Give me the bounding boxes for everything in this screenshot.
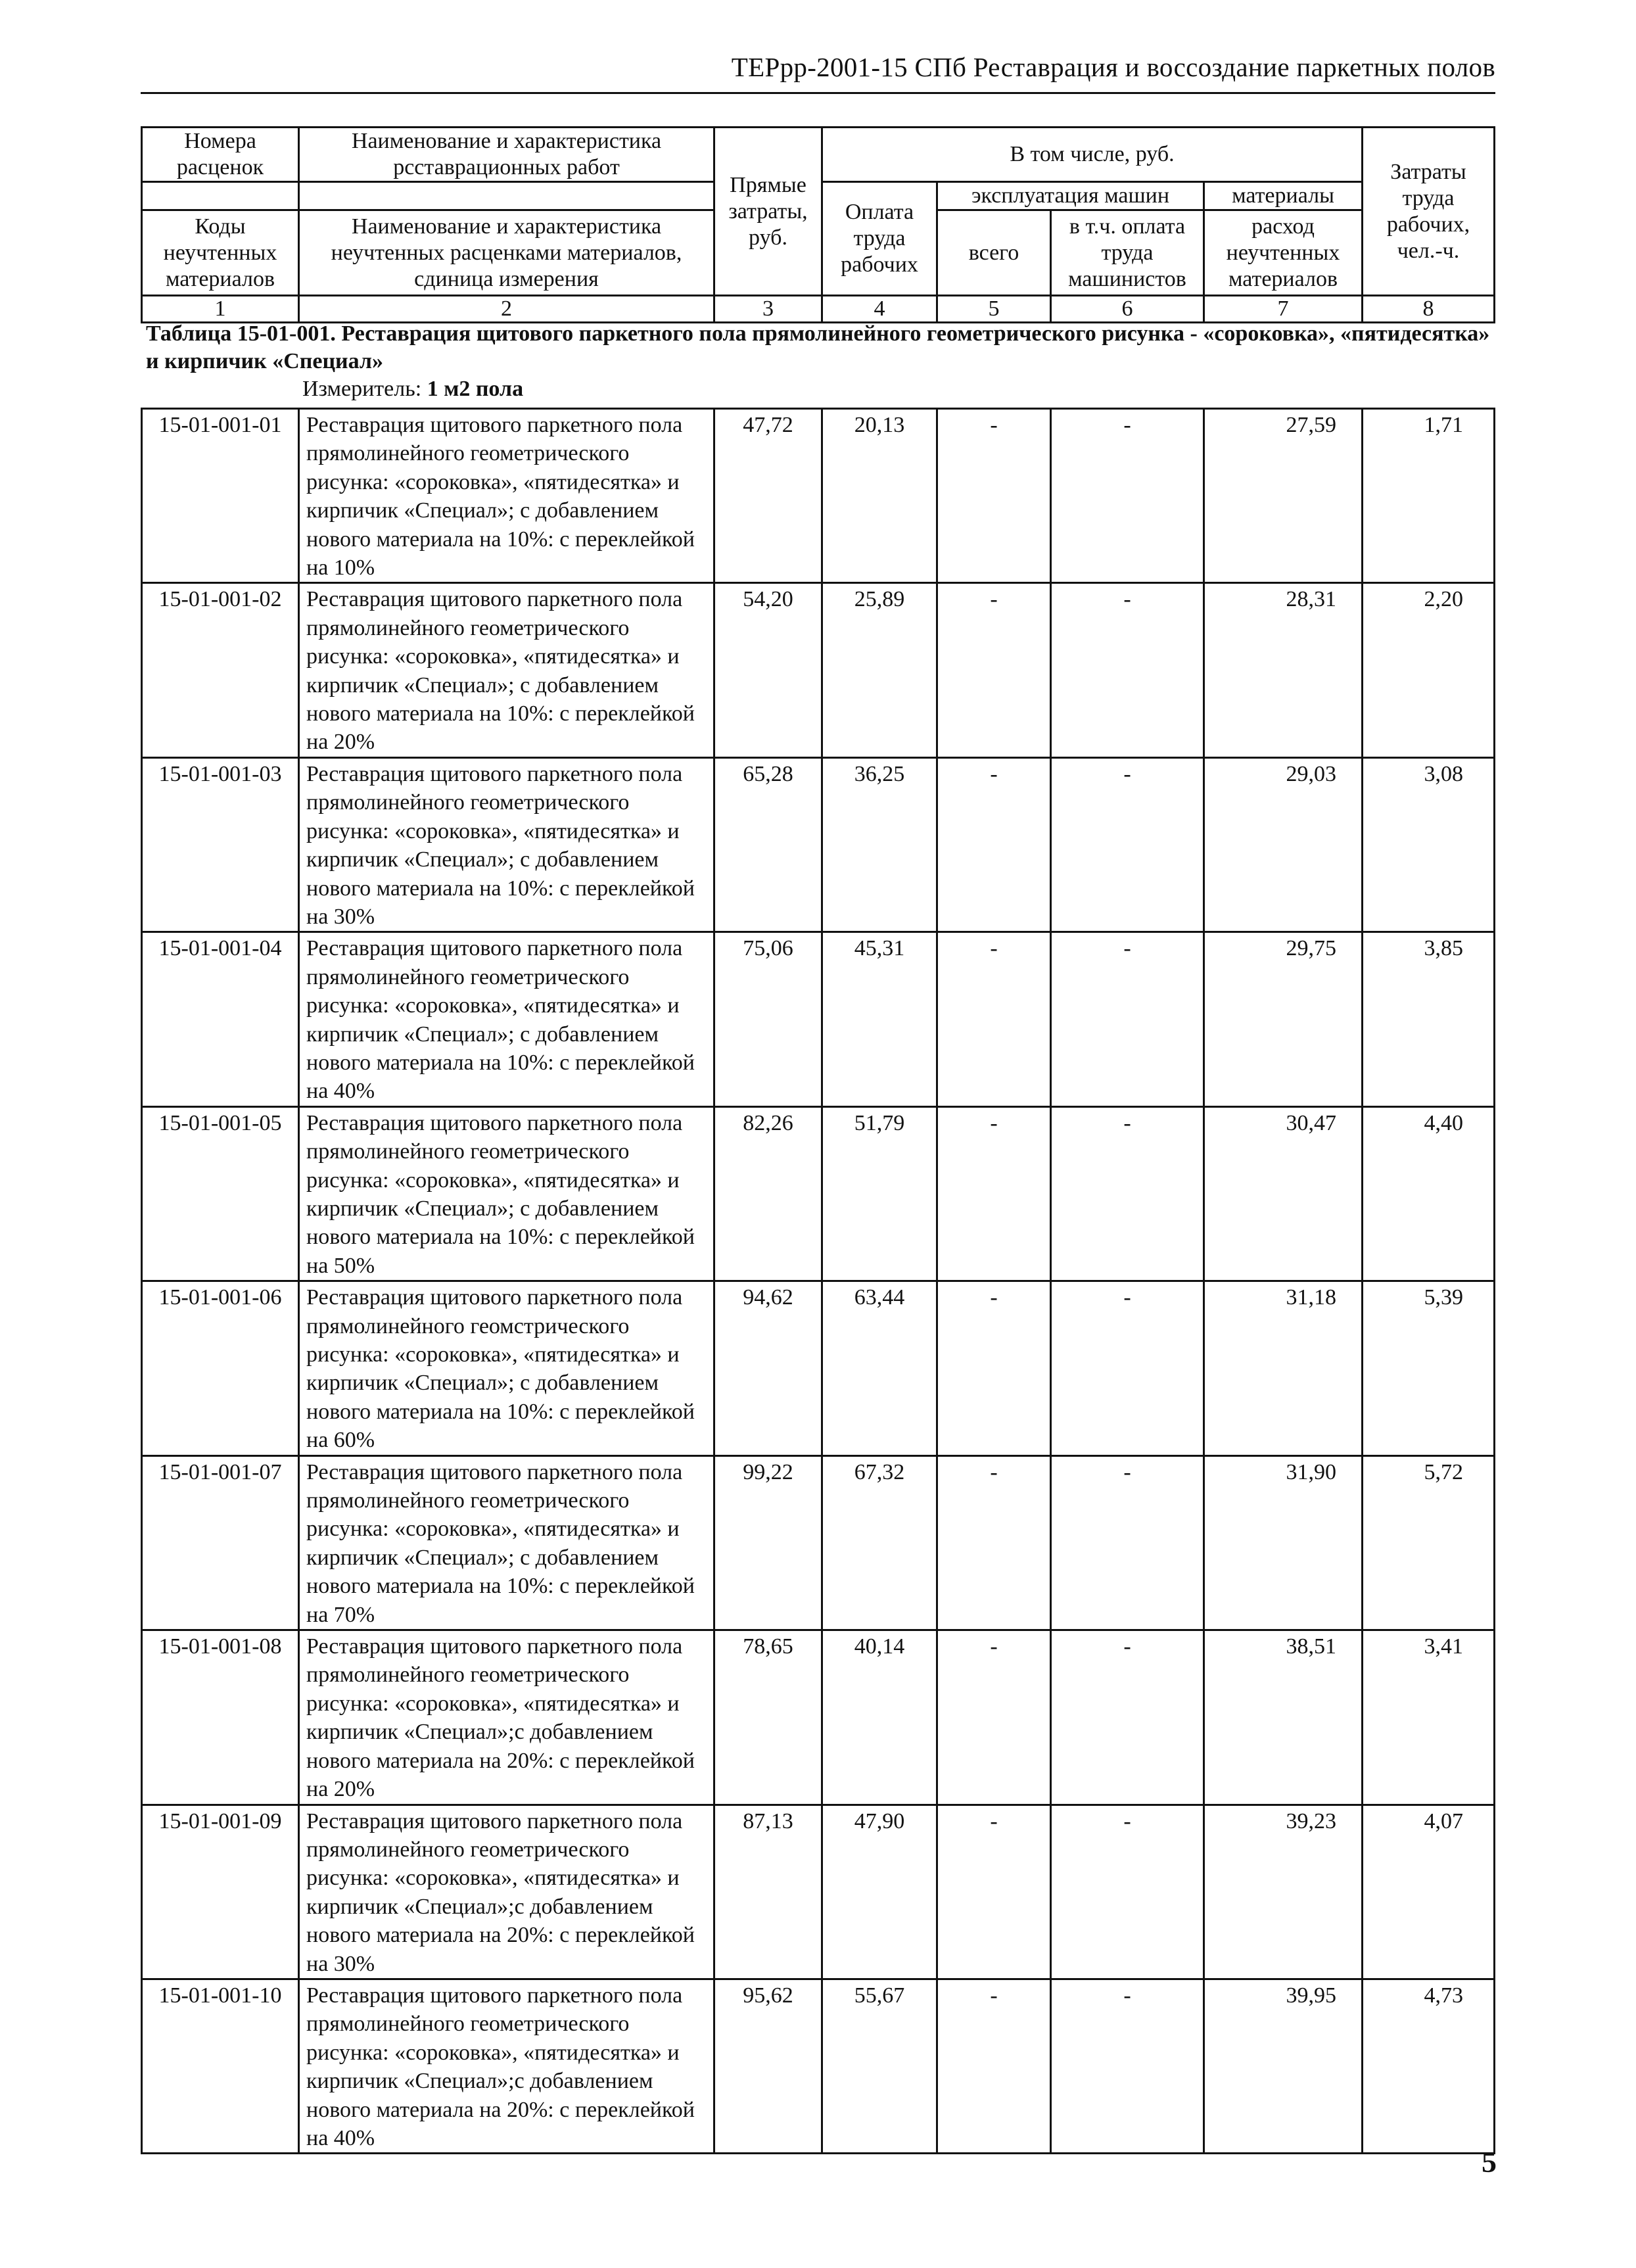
header-name-bottom: Наименование и характеристика неучтенных расценками материалов, сдиница измерения <box>299 210 714 296</box>
machinists-pay: - <box>1051 409 1204 583</box>
col-number-3: 3 <box>714 296 822 323</box>
labor-hours: 4,07 <box>1363 1805 1495 1979</box>
rate-code: 15-01-001-04 <box>142 932 299 1106</box>
machinists-pay: - <box>1051 1630 1204 1805</box>
direct-costs: 65,28 <box>714 757 822 932</box>
materials-cost: 28,31 <box>1204 583 1363 757</box>
labor-pay: 47,90 <box>822 1805 937 1979</box>
table-row <box>142 1106 1495 1281</box>
header-codes-top: Номера расценок <box>142 128 299 182</box>
header-rule <box>141 92 1495 94</box>
direct-costs: 54,20 <box>714 583 822 757</box>
materials-cost: 29,03 <box>1204 757 1363 932</box>
rate-code: 15-01-001-03 <box>142 757 299 932</box>
labor-pay: 55,67 <box>822 1979 937 2153</box>
labor-pay: 63,44 <box>822 1281 937 1455</box>
labor-hours: 5,39 <box>1363 1281 1495 1455</box>
meter-value: 1 м2 пола <box>427 377 524 401</box>
col-number-7: 7 <box>1204 296 1363 323</box>
table-row <box>142 1455 1495 1630</box>
machines-total: - <box>937 1455 1051 1630</box>
header-including: В том числе, руб. <box>822 128 1363 182</box>
labor-pay: 51,79 <box>822 1106 937 1281</box>
header-labor-pay: Оплата труда рабочих <box>822 182 937 296</box>
machines-total: - <box>937 1630 1051 1805</box>
direct-costs: 94,62 <box>714 1281 822 1455</box>
labor-hours: 4,40 <box>1363 1106 1495 1281</box>
machines-total: - <box>937 1106 1051 1281</box>
direct-costs: 82,26 <box>714 1106 822 1281</box>
labor-hours: 3,08 <box>1363 757 1495 932</box>
labor-hours: 2,20 <box>1363 583 1495 757</box>
table-caption-title: Таблица 15-01-001. Реставрация щитового паркетного пола прямолинейного геометрического рисунка - «сороковка», «пятидесятка» и кирпичик «Специал» <box>146 321 1490 373</box>
rate-name: Реставрация щитового паркетного пола прямолинейного геометрического рисунка: «сороковка», «пятидесятка» и кирпичик «Специал»; с добавлением нового материала на 10%: с переклейкой на 20% <box>299 583 714 757</box>
running-header: ТЕРрр-2001-15 СПб Реставрация и воссоздание паркетных полов <box>731 52 1495 82</box>
rate-name: Реставрация щитового паркетного пола прямолинейного геометрического рисунка: «сороковка», «пятидесятка» и кирпичик «Специал»; с добавлением нового материала на 10%: с переклейкой на 30% <box>299 757 714 932</box>
rate-code: 15-01-001-01 <box>142 409 299 583</box>
machinists-pay: - <box>1051 757 1204 932</box>
labor-pay: 40,14 <box>822 1630 937 1805</box>
table-header <box>141 126 1495 323</box>
table-row <box>142 932 1495 1106</box>
header-labor-hours: Затраты труда рабочих, чел.-ч. <box>1363 128 1495 296</box>
rate-code: 15-01-001-02 <box>142 583 299 757</box>
rate-name: Реставрация щитового паркетного пола прямолинейного геометрического рисунка: «сороковка», «пятидесятка» и кирпичик «Специал»; с добавлением нового материала на 10%: с переклейкой на 50% <box>299 1106 714 1281</box>
table-row <box>142 757 1495 932</box>
direct-costs: 75,06 <box>714 932 822 1106</box>
labor-pay: 67,32 <box>822 1455 937 1630</box>
header-machinists-pay: в т.ч. оплата труда машинистов <box>1051 210 1204 296</box>
machinists-pay: - <box>1051 583 1204 757</box>
table-row <box>142 1281 1495 1455</box>
header-name-top: Наименование и характеристика рсставрационных работ <box>299 128 714 182</box>
direct-costs: 78,65 <box>714 1630 822 1805</box>
machinists-pay: - <box>1051 1281 1204 1455</box>
direct-costs: 99,22 <box>714 1455 822 1630</box>
materials-cost: 39,95 <box>1204 1979 1363 2153</box>
page-number: 5 <box>1482 2145 1497 2179</box>
direct-costs: 47,72 <box>714 409 822 583</box>
machines-total: - <box>937 583 1051 757</box>
materials-cost: 27,59 <box>1204 409 1363 583</box>
rate-name: Реставрация щитового паркетного пола прямолинейного геометрического рисунка: «сороковка», «пятидесятка» и кирпичик «Специал»; с добавлением нового материала на 10%: с переклейкой на 10% <box>299 409 714 583</box>
rate-name: Реставрация щитового паркетного пола прямолинейного геомстрического рисунка: «сороковка», «пятидесятка» и кирпичик «Специал»; с добавлением нового материала на 10%: с переклейкой на 60% <box>299 1281 714 1455</box>
machines-total: - <box>937 1805 1051 1979</box>
table-row <box>142 583 1495 757</box>
labor-hours: 3,85 <box>1363 932 1495 1106</box>
rate-name: Реставрация щитового паркетного пола прямолинейного геометрического рисунка: «сороковка», «пятидесятка» и кирпичик «Специал»;с добавлением нового материала на 20%: с переклейкой на 30% <box>299 1805 714 1979</box>
machinists-pay: - <box>1051 1979 1204 2153</box>
table-row <box>142 1805 1495 1979</box>
machinists-pay: - <box>1051 1805 1204 1979</box>
materials-cost: 29,75 <box>1204 932 1363 1106</box>
rates-table <box>141 408 1495 2154</box>
rate-name: Реставрация щитового паркетного пола прямолинейного геометрического рисунка: «сороковка», «пятидесятка» и кирпичик «Специал»; с добавлением нового материала на 10%: с переклейкой на 40% <box>299 932 714 1106</box>
machinists-pay: - <box>1051 1106 1204 1281</box>
col-number-1: 1 <box>142 296 299 323</box>
table-row <box>142 409 1495 583</box>
table-row <box>142 1979 1495 2153</box>
labor-hours: 5,72 <box>1363 1455 1495 1630</box>
labor-pay: 20,13 <box>822 409 937 583</box>
machines-total: - <box>937 1979 1051 2153</box>
materials-cost: 39,23 <box>1204 1805 1363 1979</box>
labor-hours: 1,71 <box>1363 409 1495 583</box>
col-number-2: 2 <box>299 296 714 323</box>
labor-hours: 4,73 <box>1363 1979 1495 2153</box>
materials-cost: 30,47 <box>1204 1106 1363 1281</box>
col-number-6: 6 <box>1051 296 1204 323</box>
machines-total: - <box>937 932 1051 1106</box>
direct-costs: 87,13 <box>714 1805 822 1979</box>
machines-total: - <box>937 409 1051 583</box>
direct-costs: 95,62 <box>714 1979 822 2153</box>
labor-pay: 36,25 <box>822 757 937 932</box>
col-number-4: 4 <box>822 296 937 323</box>
header-machines-total: всего <box>937 210 1051 296</box>
machines-total: - <box>937 1281 1051 1455</box>
table-row <box>142 1630 1495 1805</box>
rate-name: Реставрация щитового паркетного пола прямолинейного геометрического рисунка: «сороковка», «пятидесятка» и кирпичик «Специал»; с добавлением нового материала на 10%: с переклейкой на 70% <box>299 1455 714 1630</box>
rate-code: 15-01-001-10 <box>142 1979 299 2153</box>
meter-label: Измеритель: <box>302 377 422 401</box>
rate-code: 15-01-001-07 <box>142 1455 299 1630</box>
rate-code: 15-01-001-09 <box>142 1805 299 1979</box>
materials-cost: 38,51 <box>1204 1630 1363 1805</box>
machinists-pay: - <box>1051 932 1204 1106</box>
labor-pay: 45,31 <box>822 932 937 1106</box>
materials-cost: 31,90 <box>1204 1455 1363 1630</box>
rate-code: 15-01-001-08 <box>142 1630 299 1805</box>
header-unaccounted-materials: расход неучтенных материалов <box>1204 210 1363 296</box>
header-direct-costs: Прямые затраты, руб. <box>714 128 822 296</box>
header-materials: материалы <box>1204 182 1363 210</box>
col-number-5: 5 <box>937 296 1051 323</box>
header-name-top-cont <box>299 182 714 210</box>
header-codes-bottom: Коды неучтенных материалов <box>142 210 299 296</box>
rate-name: Реставрация щитового паркетного пола прямолинейного геометрического рисунка: «сороковка», «пятидесятка» и кирпичик «Специал»;с добавлением нового материала на 20%: с переклейкой на 20% <box>299 1630 714 1805</box>
rate-code: 15-01-001-05 <box>142 1106 299 1281</box>
materials-cost: 31,18 <box>1204 1281 1363 1455</box>
rate-code: 15-01-001-06 <box>142 1281 299 1455</box>
labor-pay: 25,89 <box>822 583 937 757</box>
table-caption <box>146 320 1500 403</box>
header-codes-top-cont <box>142 182 299 210</box>
col-number-8: 8 <box>1363 296 1495 323</box>
table-meter <box>146 375 1500 403</box>
machinists-pay: - <box>1051 1455 1204 1630</box>
rate-name: Реставрация щитового паркетного пола прямолинейного геометрического рисунка: «сороковка», «пятидесятка» и кирпичик «Специал»;с добавлением нового материала на 20%: с переклейкой на 40% <box>299 1979 714 2153</box>
labor-hours: 3,41 <box>1363 1630 1495 1805</box>
header-machines: эксплуатация машин <box>937 182 1204 210</box>
machines-total: - <box>937 757 1051 932</box>
